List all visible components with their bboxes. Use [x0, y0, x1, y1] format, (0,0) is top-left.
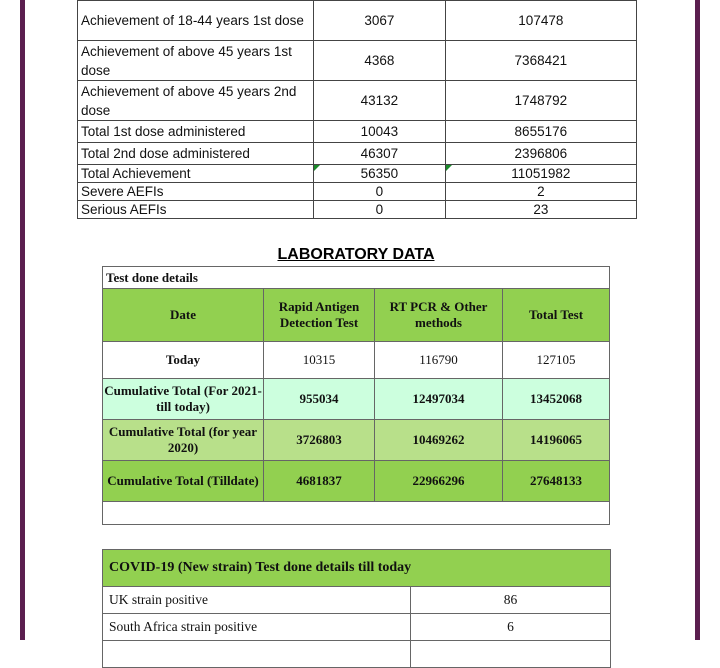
- cell-value: 4368: [314, 41, 446, 81]
- table-row: [78, 1, 637, 41]
- cell-value: 107478: [445, 1, 636, 41]
- blank-cell: [103, 502, 610, 525]
- cell-value: 23: [445, 201, 636, 219]
- cell-value: 2396806: [445, 143, 636, 165]
- right-page-border: [695, 0, 700, 640]
- table-row: [78, 81, 637, 121]
- cell-value: 86: [411, 587, 611, 614]
- table-row: [78, 143, 637, 165]
- row-label: Achievement of above 45 years 1st dose: [78, 41, 314, 81]
- cell-value: 955034: [264, 379, 375, 420]
- row-label: Achievement of 18-44 years 1st dose: [78, 1, 314, 41]
- column-header: Rapid Antigen Detection Test: [264, 289, 375, 342]
- strain-table: [102, 549, 611, 668]
- row-label: Severe AEFIs: [78, 183, 314, 201]
- cell-value: 8655176: [445, 121, 636, 143]
- row-label: UK strain positive: [103, 587, 411, 614]
- blank-row: [103, 502, 610, 525]
- table-row: [103, 587, 611, 614]
- cell-value: 12497034: [375, 379, 503, 420]
- cell-value: 56350: [314, 165, 446, 183]
- cell-value: 10315: [264, 342, 375, 379]
- table-row: [103, 641, 611, 668]
- table-row: [103, 614, 611, 641]
- column-header: Total Test: [503, 289, 610, 342]
- table-row: [103, 379, 610, 420]
- table-row: [78, 183, 637, 201]
- lab-section-title: LABORATORY DATA: [277, 246, 435, 263]
- cell-value: 7368421: [445, 41, 636, 81]
- cell-value: 116790: [375, 342, 503, 379]
- row-label: Cumulative Total (Tilldate): [103, 461, 264, 502]
- table-row: [103, 420, 610, 461]
- row-label: Serious AEFIs: [78, 201, 314, 219]
- cell-value: 43132: [314, 81, 446, 121]
- cell-value: 27648133: [503, 461, 610, 502]
- cell-value: 10469262: [375, 420, 503, 461]
- row-label: Cumulative Total (for year 2020): [103, 420, 264, 461]
- cell-value: [411, 641, 611, 668]
- table-caption: Test done details: [103, 267, 610, 289]
- cell-value: 3067: [314, 1, 446, 41]
- cell-value: 11051982: [445, 165, 636, 183]
- cell-value: 6: [411, 614, 611, 641]
- row-label: Achievement of above 45 years 2nd dose: [78, 81, 314, 121]
- cell-value: 46307: [314, 143, 446, 165]
- table-caption-row: [103, 267, 610, 289]
- cell-value: 0: [314, 201, 446, 219]
- row-label: Total Achievement: [78, 165, 314, 183]
- left-page-border: [20, 0, 25, 640]
- cell-value: 127105: [503, 342, 610, 379]
- table-row: [78, 121, 637, 143]
- cell-value: 13452068: [503, 379, 610, 420]
- cell-value: 4681837: [264, 461, 375, 502]
- table-row: [78, 201, 637, 219]
- row-label: Today: [103, 342, 264, 379]
- table-row: [103, 461, 610, 502]
- cell-value: 0: [314, 183, 446, 201]
- cell-value: 1748792: [445, 81, 636, 121]
- cell-value: 10043: [314, 121, 446, 143]
- strain-table-title: COVID-19 (New strain) Test done details till today: [103, 550, 611, 587]
- row-label: [103, 641, 411, 668]
- vaccination-table: [77, 0, 637, 219]
- table-header-row: [103, 550, 611, 587]
- table-row: [78, 41, 637, 81]
- table-row: [103, 342, 610, 379]
- lab-table: [102, 266, 610, 525]
- cell-value: 14196065: [503, 420, 610, 461]
- table-row: [78, 165, 637, 183]
- table-header-row: [103, 289, 610, 342]
- column-header: Date: [103, 289, 264, 342]
- column-header: RT PCR & Other methods: [375, 289, 503, 342]
- row-label: Total 2nd dose administered: [78, 143, 314, 165]
- cell-value: 3726803: [264, 420, 375, 461]
- row-label: Cumulative Total (For 2021- till today): [103, 379, 264, 420]
- cell-value: 22966296: [375, 461, 503, 502]
- row-label: South Africa strain positive: [103, 614, 411, 641]
- row-label: Total 1st dose administered: [78, 121, 314, 143]
- cell-value: 2: [445, 183, 636, 201]
